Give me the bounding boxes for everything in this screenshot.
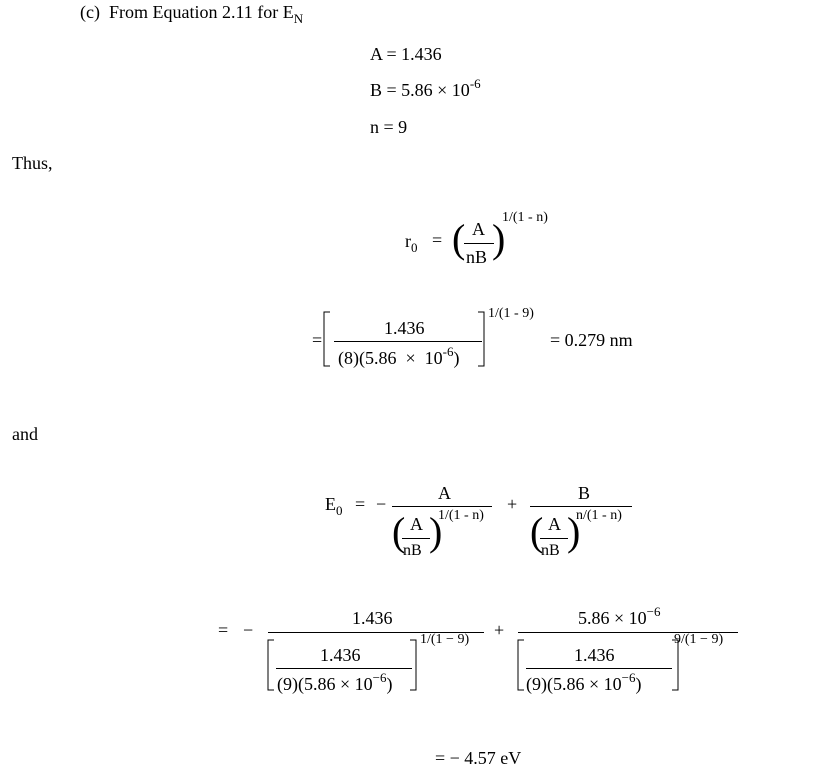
- E0-t2-exponent: n/(1 - n): [576, 508, 622, 523]
- part-label: (c): [80, 2, 100, 22]
- E0-calc-minus: −: [243, 620, 254, 640]
- E0-t2-inner-den: nB: [541, 542, 560, 559]
- E0-calc-t1-inner-num: 1.436: [320, 645, 361, 665]
- header-text: From Equation 2.11 for E: [108, 2, 294, 22]
- E0-t1-inner-bar: [402, 538, 430, 539]
- E0-t1-num: A: [438, 483, 451, 503]
- header-subscript: N: [293, 11, 304, 26]
- E0-t1-exponent: 1/(1 - n): [438, 508, 484, 523]
- E0-t1-open-paren: (: [392, 509, 406, 554]
- E0-t2-open-paren: (: [530, 509, 544, 554]
- r0-exponent: 1/(1 - n): [502, 210, 548, 225]
- E0-lhs: $E_0$: [325, 494, 343, 518]
- given-n: n = 9: [370, 117, 408, 137]
- r0-lhs: $r_0$: [405, 231, 418, 255]
- E0-calc-t1-inner-bar: [276, 668, 412, 669]
- E0-calc-t1-num: 1.436: [352, 608, 393, 628]
- r0-calc-equals: =: [312, 330, 323, 350]
- E0-t1-close-paren: ): [429, 509, 443, 554]
- E0-equals: =: [355, 494, 366, 514]
- r0-fraction-bar: [464, 243, 494, 244]
- E0-plus: +: [507, 494, 518, 514]
- part-header: [80, 2, 304, 26]
- E0-calc-t1-exponent: 1/(1 − 9): [420, 632, 470, 647]
- r0-calc-den: $(8)(5.86 \times 10^{-6})$: [338, 344, 460, 368]
- E0-t2-inner-bar: [540, 538, 568, 539]
- r0-num: A: [472, 219, 485, 239]
- r0-close-paren: ): [492, 216, 506, 261]
- r0-open-paren: (: [452, 216, 466, 261]
- E0-t2-close-paren: ): [567, 509, 581, 554]
- E0-calc-plus: +: [494, 620, 505, 640]
- E0-calc-equals: =: [218, 620, 229, 640]
- E0-calc-t2-inner-den: $(9)(5.86 \times 10^{-6})$: [526, 670, 642, 694]
- r0-equals: =: [432, 230, 443, 250]
- r0-den: nB: [466, 247, 488, 267]
- E0-calc-t1-inner-den: $(9)(5.86 \times 10^{-6})$: [277, 670, 393, 694]
- E0-minus: −: [376, 494, 387, 514]
- E0-calc-t2-num: $5.86 \times 10^{-6}$: [578, 604, 661, 628]
- E0-t2-fraction-bar: [530, 506, 632, 507]
- final-result: = − 4.57 eV: [435, 748, 522, 768]
- word-and: and: [12, 424, 38, 444]
- E0-t2-num: B: [578, 483, 591, 503]
- E0-calc-t2-inner-bar: [526, 668, 672, 669]
- r0-result: = 0.279 nm: [550, 330, 633, 350]
- E0-t2-inner-num: A: [548, 514, 561, 534]
- given-B-exponent: -6: [469, 76, 481, 91]
- E0-t1-fraction-bar: [392, 506, 492, 507]
- E0-t1-inner-num: A: [410, 514, 423, 534]
- E0-t1-inner-den: nB: [403, 542, 422, 559]
- given-B-main: B = 5.86 × 10: [370, 80, 470, 100]
- r0-calc-exponent: 1/(1 - 9): [488, 306, 534, 321]
- r0-calc-fraction-bar: [334, 341, 482, 342]
- r0-calc-num: 1.436: [384, 318, 425, 338]
- given-B: [370, 76, 481, 101]
- E0-calc-t2-inner-num: 1.436: [574, 645, 615, 665]
- given-A: A = 1.436: [370, 44, 442, 64]
- E0-calc-t2-exponent: 9/(1 − 9): [674, 632, 724, 647]
- word-thus: Thus,: [12, 153, 53, 173]
